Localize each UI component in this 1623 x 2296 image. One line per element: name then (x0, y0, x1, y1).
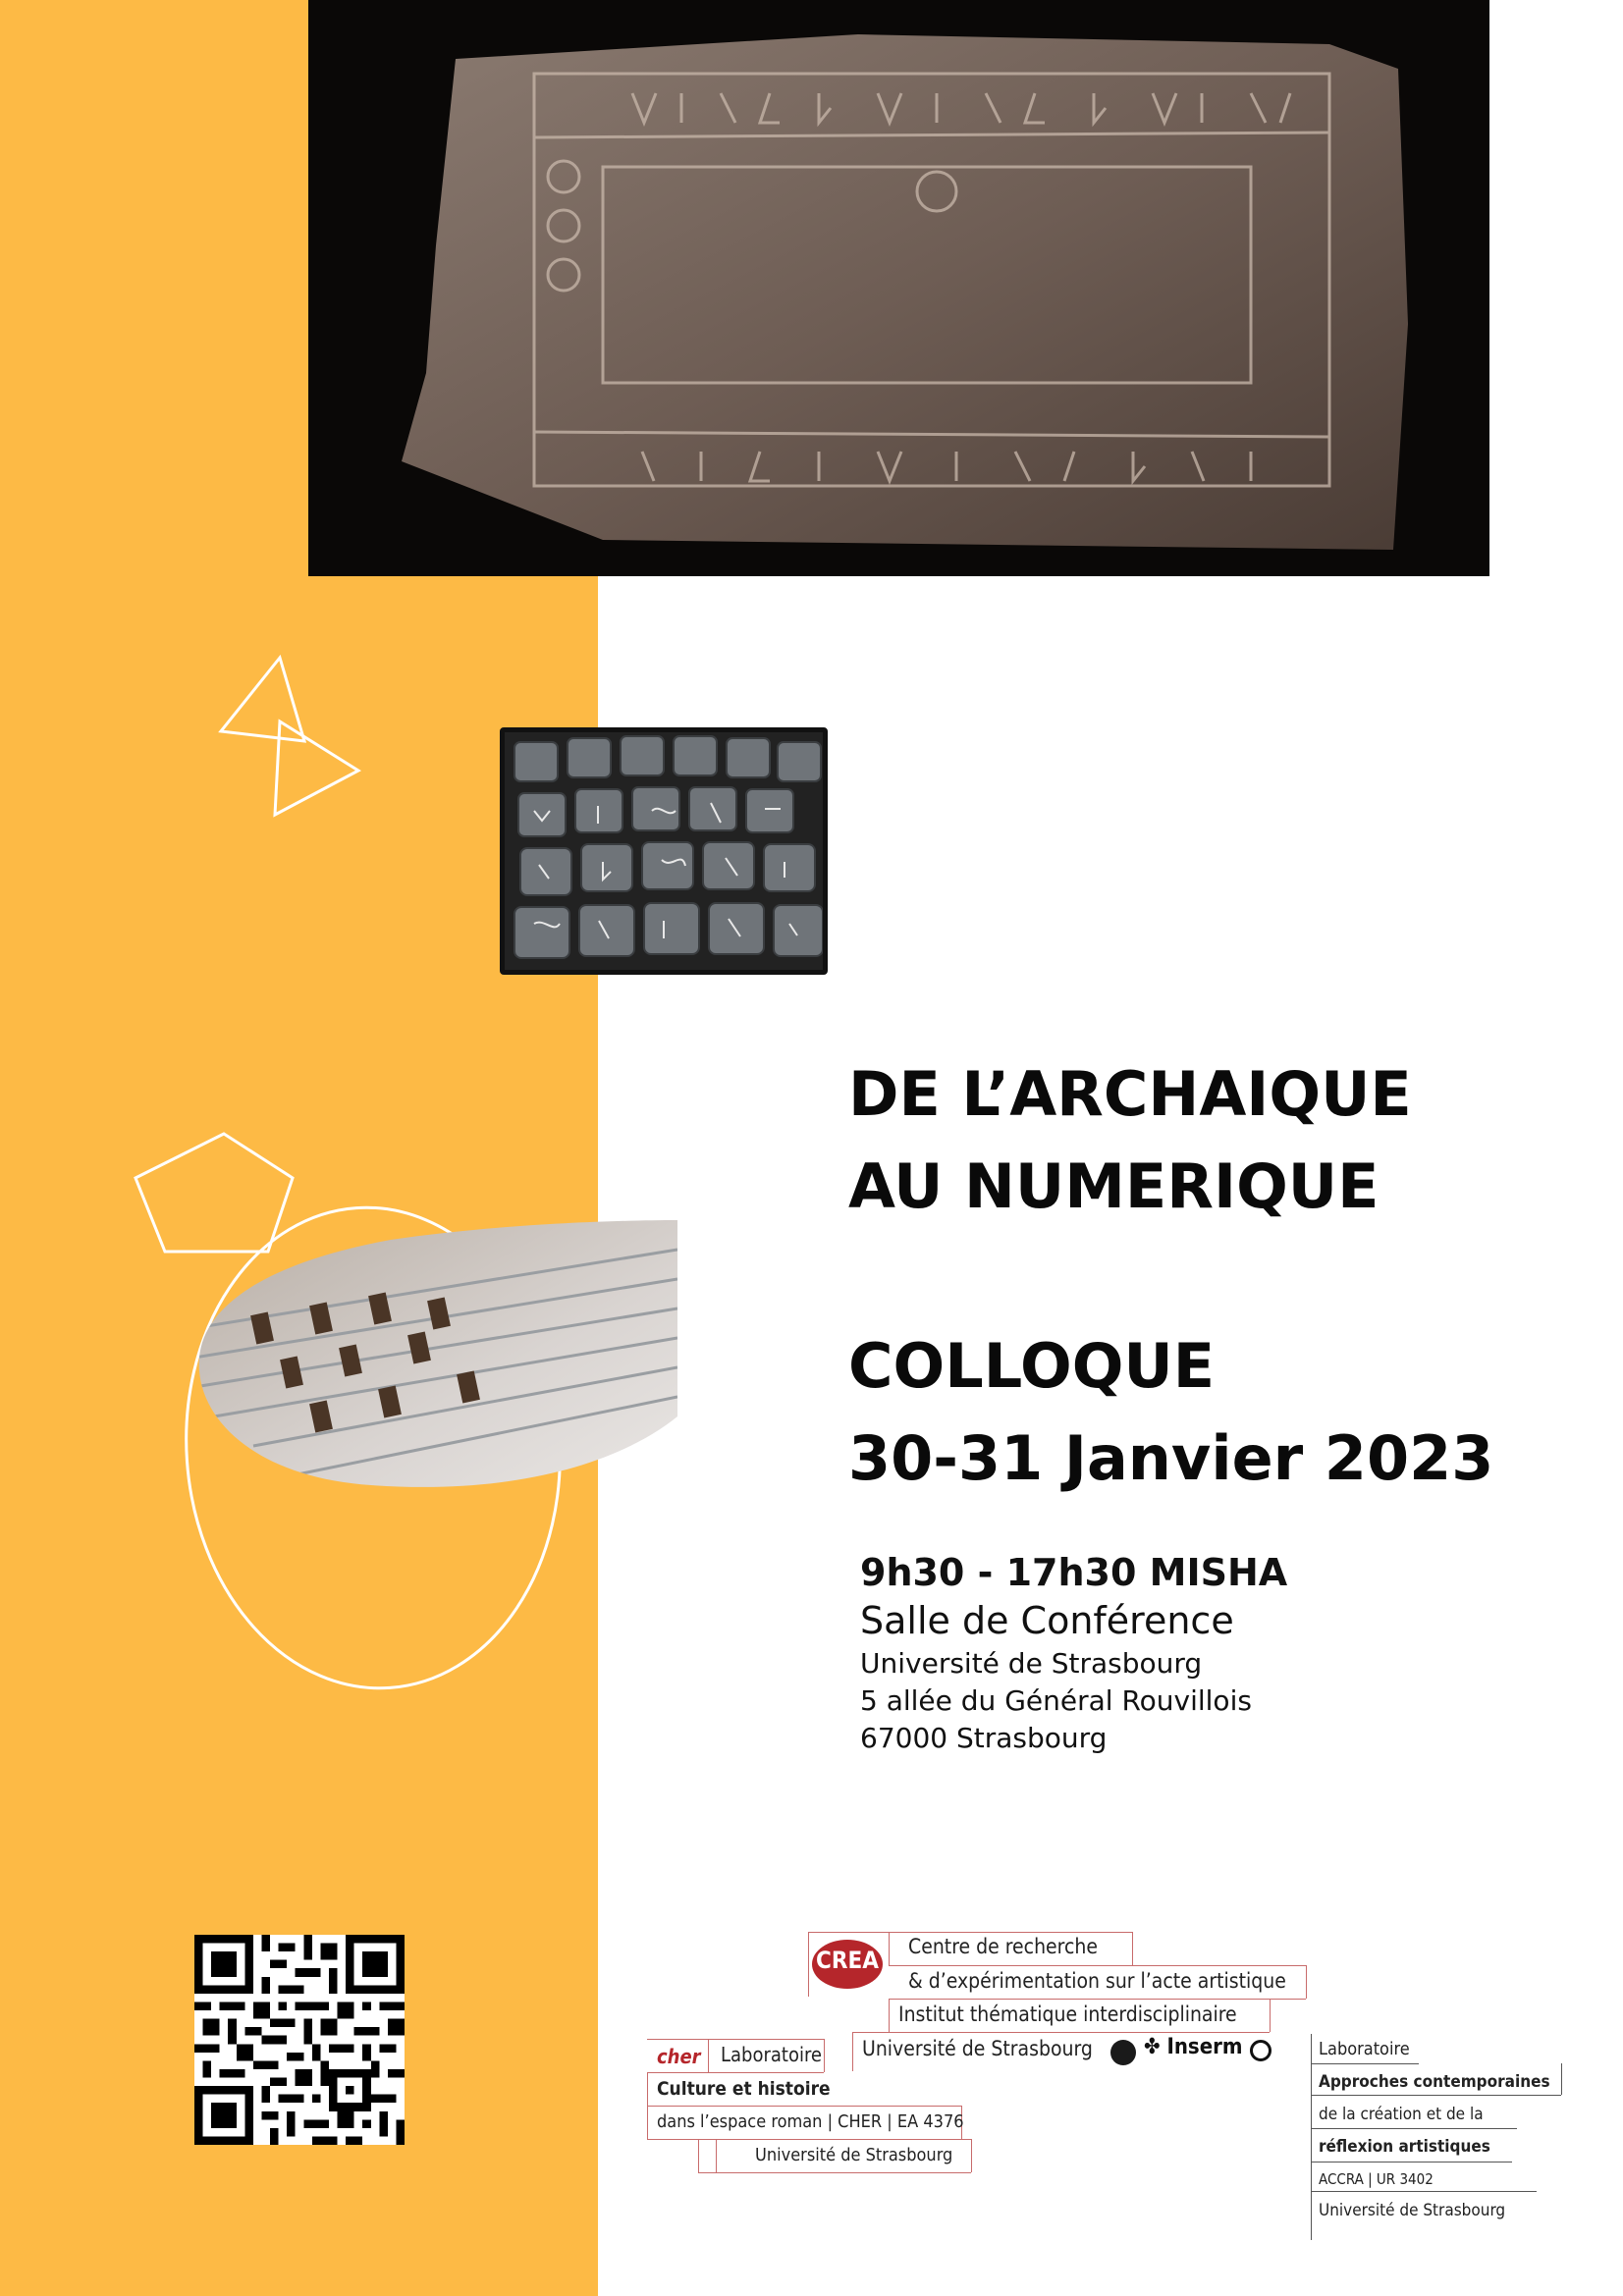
accra-line-6: Université de Strasbourg (1319, 2201, 1506, 2220)
cher-badge: cher (657, 2045, 701, 2068)
title-line-2: AU NUMERIQUE (848, 1150, 1380, 1222)
inserm-label: Inserm (1166, 2035, 1243, 2059)
address-line: 5 allée du Général Rouvillois (860, 1684, 1252, 1717)
cher-line-3: dans l’espace roman | CHER | EA 4376 (657, 2111, 964, 2132)
event-heading (848, 1320, 1493, 1505)
accra-logo-block (1311, 2034, 1576, 2240)
address-line: Université de Strasbourg (860, 1647, 1203, 1680)
accra-line-2: Approches contemporaines (1319, 2072, 1550, 2092)
inserm-logo: ✤ Inserm (1144, 2035, 1243, 2059)
cher-line-4: Université de Strasbourg (755, 2145, 953, 2165)
accra-line-3: de la création et de la (1319, 2105, 1484, 2124)
piano-keys-photo (194, 1220, 677, 1488)
event-info (860, 1549, 1287, 1757)
title-line-1: DE L’ARCHAIQUE (848, 1058, 1412, 1130)
main-title (848, 1048, 1412, 1233)
accra-line-5: ACCRA | UR 3402 (1319, 2170, 1434, 2188)
cher-line-2: Culture et histoire (657, 2078, 831, 2100)
accra-line-4: réflexion artistiques (1319, 2137, 1490, 2157)
keyboard-photo (500, 727, 828, 975)
crea-line-2: & d’expérimentation sur l’acte artistique (908, 1969, 1286, 1993)
event-type: COLLOQUE (848, 1330, 1216, 1402)
partner-circle-icon (1250, 2040, 1271, 2061)
qr-code[interactable] (194, 1935, 405, 2145)
cher-line-1: Laboratoire (721, 2043, 822, 2066)
crea-badge-text: CREA (816, 1947, 879, 1974)
university-seal-icon (1110, 2040, 1136, 2065)
cher-logo-block (647, 2037, 981, 2194)
accra-line-1: Laboratoire (1319, 2039, 1410, 2059)
crea-line-4: Université de Strasbourg (862, 2037, 1093, 2060)
address-line: 67000 Strasbourg (860, 1722, 1108, 1754)
stone-tablet-photo (308, 0, 1489, 576)
event-room: Salle de Conférence (860, 1599, 1234, 1642)
event-dates: 30-31 Janvier 2023 (848, 1422, 1494, 1494)
crea-line-1: Centre de recherche (908, 1935, 1098, 1958)
crea-line-3: Institut thématique interdisciplinaire (898, 2002, 1237, 2026)
triangles-outline-decoration (211, 653, 378, 820)
event-time: 9h30 - 17h30 MISHA (860, 1551, 1288, 1594)
